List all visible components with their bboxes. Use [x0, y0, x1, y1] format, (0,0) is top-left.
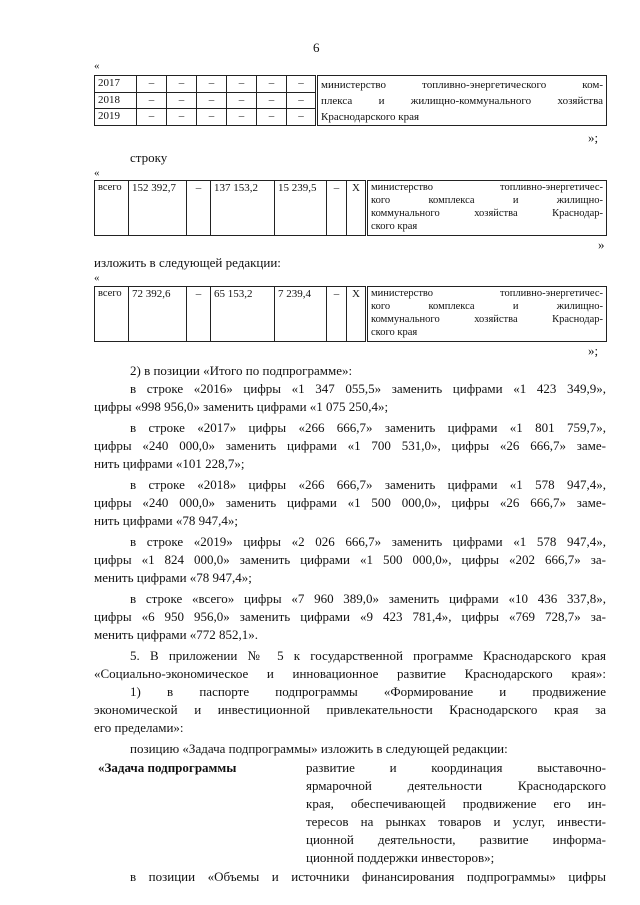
year-cell: 2017: [95, 76, 137, 93]
responsible-line: ского края: [371, 327, 418, 338]
value-cell: 137 153,2: [211, 181, 275, 236]
value-cell: –: [137, 109, 167, 126]
value-cell: 152 392,7: [129, 181, 187, 236]
responsible-line: министерство топливно-энергетического ком-: [321, 79, 603, 91]
responsible-line: министерство топливно-энергетичес-: [371, 182, 603, 193]
body-line: цифры «1 824 000,0» заменить цифрами «1 500 000,0», цифры «202 666,7» за-: [94, 552, 606, 567]
body-line: нить цифрами «78 947,4»;: [94, 513, 238, 528]
task-line: развитие и координация выставочно-: [306, 760, 606, 775]
value-cell: 7 239,4: [275, 287, 327, 342]
responsible-cell: [367, 287, 607, 342]
value-cell: –: [327, 181, 347, 236]
responsible-line: коммунального хозяйства Краснодар-: [371, 208, 603, 219]
responsible-line: кого комплекса и жилищно-: [371, 195, 603, 206]
body-line: 1) в паспорте подпрограммы «Формирование и продвижение: [130, 684, 606, 699]
body-line: «Социально-экономическое и инновационное развитие Краснодарского края»:: [94, 666, 606, 681]
value-cell: –: [167, 92, 197, 109]
task-label: «Задача подпрограммы: [98, 760, 237, 775]
body-line: в строке «2017» цифры «266 666,7» заменить цифрами «1 801 759,7»,: [130, 420, 606, 435]
body-line: менить цифрами «78 947,4»;: [94, 570, 252, 585]
value-cell: –: [137, 76, 167, 93]
value-cell: –: [137, 92, 167, 109]
task-line: ционной деятельности, развитие информа-: [306, 832, 606, 847]
task-line: тересов на рынках товаров и услуг, инвести-: [306, 814, 606, 829]
page-number: 6: [313, 40, 320, 55]
responsible-line: плекса и жилищно-коммунального хозяйства: [321, 95, 603, 107]
table-row: [95, 181, 607, 236]
total-label-cell: всего: [95, 287, 129, 342]
body-line: цифры «240 000,0» заменить цифрами «1 500 000,0», цифры «26 666,7» заме-: [94, 495, 606, 510]
body-line: менить цифрами «772 852,1».: [94, 627, 259, 642]
label-new-edition: изложить в следующей редакции:: [94, 255, 281, 270]
body-line: цифры «998 956,0» заменить цифрами «1 075 250,4»;: [94, 399, 389, 414]
value-cell: –: [197, 109, 227, 126]
body-line: в строке «2016» цифры «1 347 055,5» заменить цифрами «1 423 349,9»,: [130, 381, 606, 396]
value-cell: 65 153,2: [211, 287, 275, 342]
table-old: [94, 180, 607, 236]
task-line: ционной поддержки инвесторов»;: [306, 850, 495, 865]
body-line: позицию «Задача подпрограммы» изложить в следующей редакции:: [130, 741, 508, 756]
year-cell: 2018: [95, 92, 137, 109]
body-line: нить цифрами «101 228,7»;: [94, 456, 245, 471]
value-cell: X: [347, 287, 367, 342]
quote-close-1: »;: [588, 130, 599, 145]
value-cell: –: [287, 109, 317, 126]
body-line: в строке «2019» цифры «2 026 666,7» заменить цифрами «1 578 947,4»,: [130, 534, 606, 549]
value-cell: –: [227, 109, 257, 126]
value-cell: 72 392,6: [129, 287, 187, 342]
value-cell: –: [227, 92, 257, 109]
quote-close-2: »: [598, 237, 605, 252]
responsible-line: министерство топливно-энергетичес-: [371, 288, 603, 299]
responsible-cell: [367, 181, 607, 236]
quote-open-2: «: [94, 167, 100, 179]
value-cell: –: [197, 92, 227, 109]
body-line: его пределами»:: [94, 720, 184, 735]
body-line: в строке «всего» цифры «7 960 389,0» заменить цифрами «10 436 337,8»,: [130, 591, 606, 606]
value-cell: –: [227, 76, 257, 93]
value-cell: 15 239,5: [275, 181, 327, 236]
responsible-line: коммунального хозяйства Краснодар-: [371, 314, 603, 325]
body-line: цифры «6 950 956,0» заменить цифрами «9 423 781,4», цифры «769 728,7» за-: [94, 609, 606, 624]
value-cell: –: [197, 76, 227, 93]
value-cell: –: [257, 76, 287, 93]
responsible-line: ского края: [371, 221, 418, 232]
value-cell: –: [287, 76, 317, 93]
quote-close-3: »;: [588, 343, 599, 358]
value-cell: –: [187, 287, 211, 342]
table-row: [95, 287, 607, 342]
body-line: в строке «2018» цифры «266 666,7» заменить цифрами «1 578 947,4»,: [130, 477, 606, 492]
value-cell: –: [257, 109, 287, 126]
body-line: 2) в позиции «Итого по подпрограмме»:: [130, 363, 353, 378]
task-line: ярмарочной деятельности Краснодарского: [306, 778, 606, 793]
quote-open-1: «: [94, 60, 100, 72]
total-label-cell: всего: [95, 181, 129, 236]
quote-open-3: «: [94, 272, 100, 284]
value-cell: –: [257, 92, 287, 109]
responsible-cell: [317, 76, 607, 126]
body-line: экономической и инвестиционной привлекательности Краснодарского края за: [94, 702, 606, 717]
value-cell: –: [167, 109, 197, 126]
task-line: края, обеспечивающей продвижение его ин-: [306, 796, 606, 811]
body-line: 5. В приложении № 5 к государственной программе Краснодарского края: [130, 648, 606, 663]
table-years: [94, 75, 607, 126]
year-cell: 2019: [95, 109, 137, 126]
value-cell: –: [187, 181, 211, 236]
value-cell: –: [167, 76, 197, 93]
value-cell: X: [347, 181, 367, 236]
body-line: цифры «240 000,0» заменить цифрами «1 700 531,0», цифры «26 666,7» заме-: [94, 438, 606, 453]
value-cell: –: [287, 92, 317, 109]
label-stroku: строку: [130, 150, 168, 165]
table-row: [95, 76, 607, 93]
responsible-line: кого комплекса и жилищно-: [371, 301, 603, 312]
responsible-line: Краснодарского края: [321, 111, 420, 123]
body-line: в позиции «Объемы и источники финансирования подпрограммы» цифры: [130, 869, 606, 884]
value-cell: –: [327, 287, 347, 342]
table-new: [94, 286, 607, 342]
